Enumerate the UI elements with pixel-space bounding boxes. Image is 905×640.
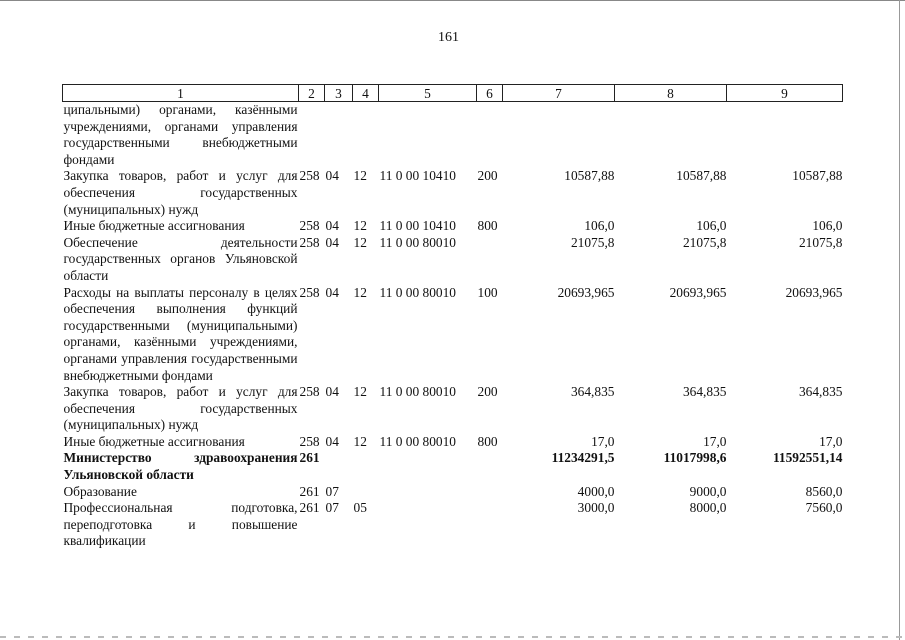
row-value-7: 17,0 xyxy=(591,433,615,449)
row-code-expense-type: 800 xyxy=(477,218,498,234)
header-col-5: 5 xyxy=(379,85,477,102)
row-value-9: 106,0 xyxy=(812,218,843,234)
row-code-admin: 261 xyxy=(299,450,320,466)
row-value-9: 364,835 xyxy=(798,384,843,400)
row-value-9: 10587,88 xyxy=(792,168,843,184)
row-value-8: 20693,965 xyxy=(669,284,727,300)
row-value-7: 3000,0 xyxy=(577,500,615,516)
row-name: Закупка товаров, работ и услуг для обеспечения государственных (муниципальных) нужд xyxy=(63,384,298,433)
row-code-target: 11 0 00 10410 xyxy=(379,218,456,234)
row-name: Профессиональная подготовка, переподготовка и повышение квалификации xyxy=(63,500,298,549)
row-code-subsection: 12 xyxy=(353,168,367,184)
row-value-8: 9000,0 xyxy=(689,483,727,499)
row-value-7: 20693,965 xyxy=(557,284,615,300)
row-code-target xyxy=(379,450,477,483)
row-name: Обеспечение деятельности государственных органов Ульяновской области xyxy=(63,234,298,283)
row-value-7: 4000,0 xyxy=(577,483,615,499)
row-code-target: 11 0 00 10410 xyxy=(379,168,456,184)
table-row xyxy=(63,235,843,285)
header-col-1: 1 xyxy=(63,85,299,102)
row-code-subsection xyxy=(353,102,379,169)
row-code-expense-type xyxy=(477,450,503,483)
row-name: Иные бюджетные ассигнования xyxy=(63,218,245,234)
table-row xyxy=(63,450,843,483)
row-code-expense-type xyxy=(477,484,503,501)
row-code-target xyxy=(379,102,477,169)
table-row xyxy=(63,484,843,501)
row-code-section: 04 xyxy=(325,234,339,250)
row-code-subsection: 12 xyxy=(353,284,367,300)
row-code-section: 04 xyxy=(325,218,339,234)
row-code-expense-type: 200 xyxy=(477,168,498,184)
row-name: Иные бюджетные ассигнования xyxy=(63,433,245,449)
header-col-9: 9 xyxy=(727,85,843,102)
row-code-section: 07 xyxy=(325,483,339,499)
row-code-section: 04 xyxy=(325,433,339,449)
row-code-expense-type xyxy=(477,500,503,550)
row-code-admin: 258 xyxy=(299,284,320,300)
header-row xyxy=(63,85,843,102)
table-row xyxy=(63,384,843,434)
row-code-subsection: 12 xyxy=(353,234,367,250)
row-code-section xyxy=(325,102,353,169)
row-code-subsection: 05 xyxy=(353,500,367,516)
table-row xyxy=(63,102,843,169)
row-code-section: 04 xyxy=(325,284,339,300)
header-col-6: 6 xyxy=(477,85,503,102)
row-code-expense-type: 200 xyxy=(477,384,498,400)
row-value-7: 21075,8 xyxy=(570,234,615,250)
table-row xyxy=(63,218,843,235)
header-col-3: 3 xyxy=(325,85,353,102)
row-code-expense-type: 800 xyxy=(477,433,498,449)
row-code-admin: 258 xyxy=(299,433,320,449)
row-code-subsection: 12 xyxy=(353,384,367,400)
row-value-7: 11234291,5 xyxy=(551,450,615,466)
row-value-8: 364,835 xyxy=(682,384,727,400)
row-code-admin xyxy=(299,102,325,169)
table-row xyxy=(63,500,843,550)
row-value-9: 8560,0 xyxy=(805,483,843,499)
page-right-edge xyxy=(899,0,900,640)
header-col-4: 4 xyxy=(353,85,379,102)
row-value-9: 11592551,14 xyxy=(772,450,843,466)
row-value-7: 106,0 xyxy=(584,218,615,234)
header-col-8: 8 xyxy=(615,85,727,102)
header-col-2: 2 xyxy=(299,85,325,102)
row-code-target: 11 0 00 80010 xyxy=(379,384,456,400)
row-code-admin: 261 xyxy=(299,483,320,499)
page-top-edge xyxy=(0,0,905,1)
row-code-section xyxy=(325,450,353,483)
row-code-subsection: 12 xyxy=(353,218,367,234)
row-code-subsection xyxy=(353,450,379,483)
row-code-admin: 258 xyxy=(299,234,320,250)
row-name: Министерство здравоохранения Ульяновской области xyxy=(63,450,298,483)
row-code-section: 04 xyxy=(325,168,339,184)
table-header xyxy=(63,85,843,102)
row-value-8: 10587,88 xyxy=(676,168,727,184)
row-value-8: 106,0 xyxy=(696,218,727,234)
table-body xyxy=(63,102,843,551)
row-code-expense-type xyxy=(477,102,503,169)
row-name: ципальными) органами, казёнными учреждениями, органами управления государственными внебюджетными фондами xyxy=(63,102,298,167)
row-name: Закупка товаров, работ и услуг для обеспечения государственных (муниципальных) нужд xyxy=(63,168,298,217)
header-col-7: 7 xyxy=(503,85,615,102)
row-name: Образование xyxy=(63,483,137,499)
row-value-7 xyxy=(503,102,615,169)
row-code-target: 11 0 00 80010 xyxy=(379,284,456,300)
row-code-admin: 258 xyxy=(299,168,320,184)
row-value-9 xyxy=(727,102,843,169)
row-name: Расходы на выплаты персоналу в целях обеспечения выполнения функций государственными (муниципальными) органами, казёнными учреждениями, органами управления государственными внебюджетными фондами xyxy=(63,284,298,383)
row-value-9: 7560,0 xyxy=(805,500,843,516)
row-code-section: 07 xyxy=(325,500,339,516)
row-value-8: 17,0 xyxy=(703,433,727,449)
page-number: 161 xyxy=(438,30,459,45)
row-value-9: 21075,8 xyxy=(798,234,843,250)
row-value-8: 11017998,6 xyxy=(663,450,727,466)
row-code-target: 11 0 00 80010 xyxy=(379,433,456,449)
row-code-target xyxy=(379,500,477,550)
row-value-7: 10587,88 xyxy=(564,168,615,184)
row-value-9: 17,0 xyxy=(819,433,843,449)
row-code-admin: 258 xyxy=(299,384,320,400)
row-value-8: 21075,8 xyxy=(682,234,727,250)
budget-table xyxy=(62,84,843,550)
row-code-subsection: 12 xyxy=(353,433,367,449)
row-value-7: 364,835 xyxy=(570,384,615,400)
row-value-9: 20693,965 xyxy=(785,284,843,300)
row-code-expense-type: 100 xyxy=(477,284,498,300)
row-code-admin: 261 xyxy=(299,500,320,516)
row-code-admin: 258 xyxy=(299,218,320,234)
table-row xyxy=(63,168,843,218)
row-code-target: 11 0 00 80010 xyxy=(379,234,456,250)
scan-edge-noise xyxy=(0,636,905,638)
table-row xyxy=(63,285,843,385)
row-value-8 xyxy=(615,102,727,169)
row-code-target xyxy=(379,484,477,501)
row-code-subsection xyxy=(353,484,379,501)
row-value-8: 8000,0 xyxy=(689,500,727,516)
row-code-section: 04 xyxy=(325,384,339,400)
table-row xyxy=(63,434,843,451)
row-code-expense-type xyxy=(477,235,503,285)
